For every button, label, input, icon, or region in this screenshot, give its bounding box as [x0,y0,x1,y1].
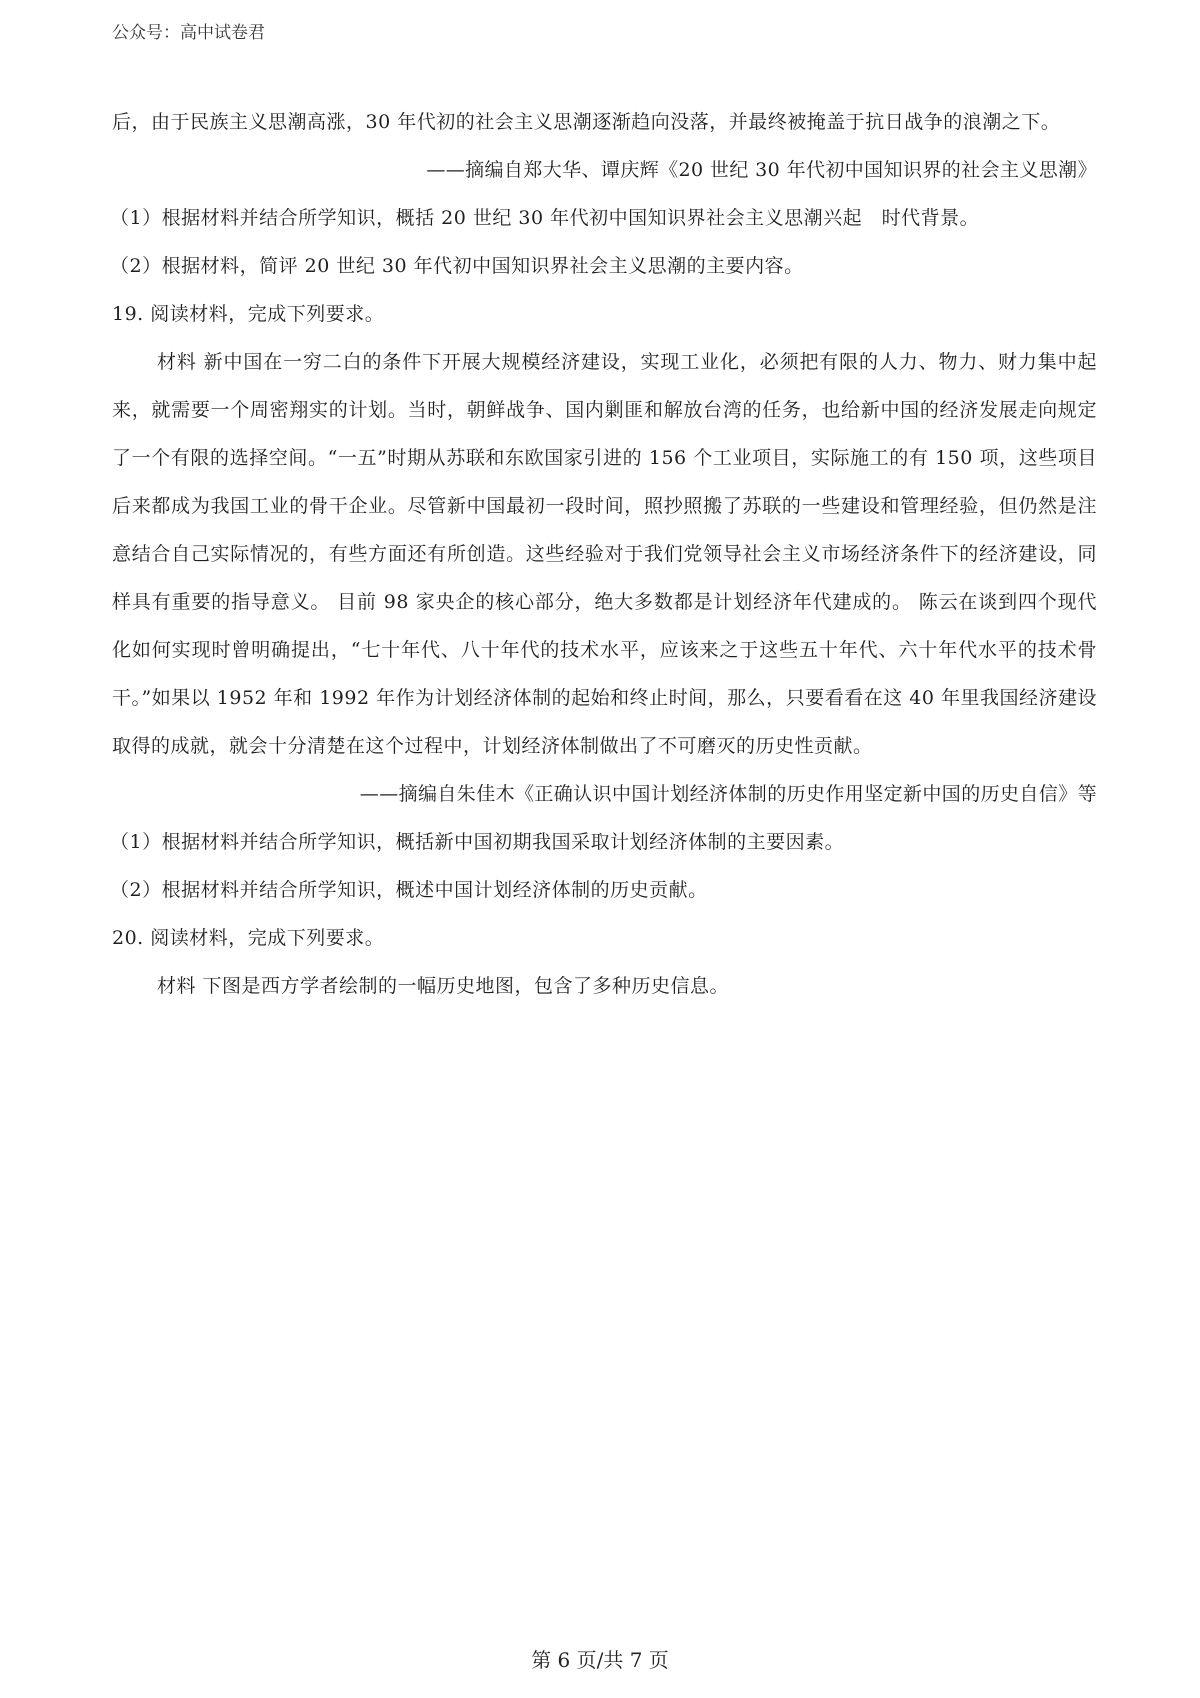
q19-source: ——摘编自朱佳木《正确认识中国计划经济体制的历史作用坚定新中国的历史自信》等 [359,783,1097,805]
document-body [112,98,1097,1010]
q19-title: 19. 阅读材料，完成下列要求。 [112,303,385,325]
q18-subquestion-2: （2）根据材料，简评 20 世纪 30 年代初中国知识界社会主义思潮的主要内容。 [110,255,804,277]
page-number: 第 6 页/共 7 页 [531,1648,669,1672]
q19-subquestion-2: （2）根据材料并结合所学知识，概述中国计划经济体制的历史贡献。 [110,879,708,901]
q19-material: 材料 新中国在一穷二白的条件下开展大规模经济建设，实现工业化，必须把有限的人力、物力、财力集中起来，就需要一个周密翔实的计划。当时，朝鲜战争、国内剿匪和解放台湾的任务，也给新中国的经济发展走向规定了一个有限的选择空间。“一五”时期从苏联和东欧国家引进的 156 个工业项目，实际施工的有 150 项，这些项目后来都成为我国工业的骨干企业。尽管新中国最初一段时间，照抄照搬了苏联的一些建设和管理经验，但仍然是注意结合自己实际情况的，有些方面还有所创造。这些经验对于我们党领导社会主义市场经济条件下的经济建设，同样具有重要的指导意义。 目前 98 家央企的核心部分，绝大多数都是计划经济年代建成的。 陈云在谈到四个现代化如何实现时曾明确提出，“七十年代、八十年代的技术水平，应该来之于这些五十年代、六十年代水平的技术骨干。”如果以 1952 年和 1992 年作为计划经济体制的起始和终止时间，那么，只要看看在这 40 年里我国经济建设取得的成就，就会十分清楚在这个过程中，计划经济体制做出了不可磨灭的历史性贡献。 [112,351,1097,757]
q18-subquestion-1: （1）根据材料并结合所学知识，概括 20 世纪 30 年代初中国知识界社会主义思潮兴起 时代背景。 [110,207,980,229]
q20-material: 材料 下图是西方学者绘制的一幅历史地图，包含了多种历史信息。 [157,975,730,997]
q18-material-continuation: 后，由于民族主义思潮高涨，30 年代初的社会主义思潮逐渐趋向没落，并最终被掩盖于抗日战争的浪潮之下。 [112,111,1061,133]
q20-title: 20. 阅读材料，完成下列要求。 [112,927,385,949]
q18-source: ——摘编自郑大华、谭庆辉《20 世纪 30 年代初中国知识界的社会主义思潮》 [426,159,1097,181]
header-note: 公众号：高中试卷君 [112,23,265,43]
q19-subquestion-1: （1）根据材料并结合所学知识，概括新中国初期我国采取计划经济体制的主要因素。 [110,831,845,853]
